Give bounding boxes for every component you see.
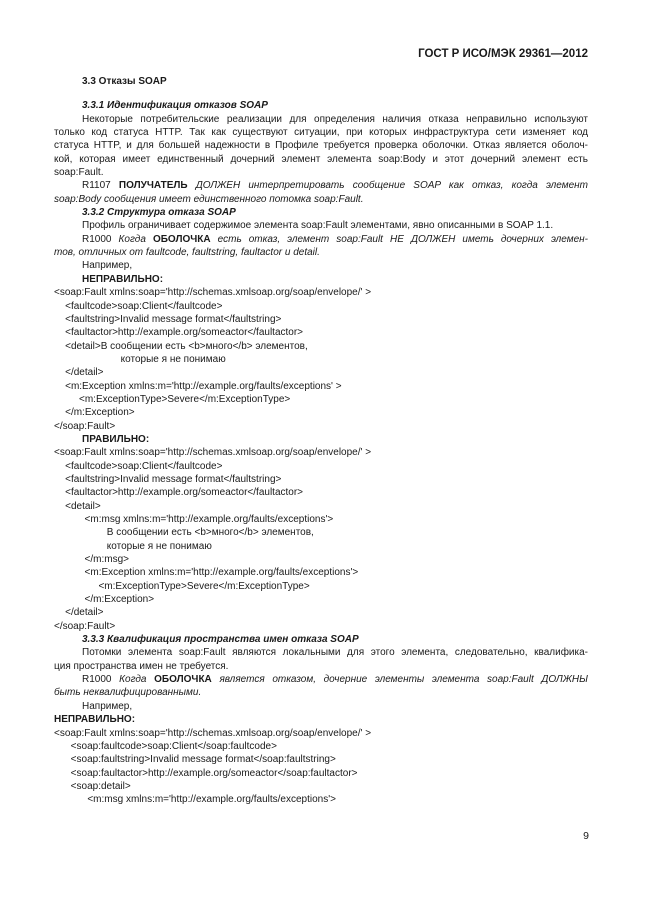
paragraph-line: Профиль ограничивает содержимое элемента soap:Fault элементами, явно описанными в SOAP 1.1.	[82, 220, 554, 232]
requirement-number: R1000	[82, 674, 120, 686]
requirement-text: является отказом, дочерние элементы элемента soap:Fault ДОЛЖНЫ	[211, 674, 588, 686]
code-line: <m:msg xmlns:m='http://example.org/faults/exceptions'>	[54, 514, 334, 525]
requirement-number: R1000	[82, 233, 119, 245]
code-line: <detail>	[54, 500, 101, 512]
code-line: <m:msg xmlns:m='http://example.org/faults/exceptions'>	[54, 794, 336, 806]
code-line: <soap:Fault xmlns:soap='http://schemas.xmlsoap.org/soap/envelope/' >	[54, 447, 372, 459]
paragraph-line: только код статуса HTTP. Так как существуют ситуации, при которых инфраструктура сети изменяет код	[54, 127, 588, 139]
code-line: <m:Exception xmlns:m='http://example.org/faults/exceptions'>	[54, 567, 359, 579]
code-line: <soap:faultstring>Invalid message format</soap:faultstring>	[54, 754, 336, 766]
paragraph-line: статуса HTTP, и для большей надежности в Профиле требуется проверка оболочки. Отказ является оболоч-	[54, 140, 588, 152]
requirement-pre: Когда	[119, 674, 155, 686]
spacer	[54, 88, 588, 99]
code-line: <faultactor>http://example.org/someactor</faultactor>	[54, 327, 304, 339]
requirement-text: ДОЛЖЕН интерпретировать сообщение SOAP как отказ, когда элемент	[187, 180, 588, 192]
code-line: </detail>	[54, 367, 104, 379]
code-line: <faultstring>Invalid message format</faultstring>	[54, 473, 282, 485]
paragraph-line: ция пространства имен не требуется.	[54, 660, 229, 672]
requirement-text: тов, отличных от faultcode, faultstring, faultactor и detail.	[54, 247, 320, 259]
example-intro: Например,	[82, 700, 133, 712]
code-line: <soap:faultcode>soap:Client</soap:faultcode>	[54, 740, 277, 752]
requirement-pre: Когда	[118, 233, 153, 245]
code-block-wrong-2	[54, 727, 588, 807]
section-3-3-title: 3.3 Отказы SOAP	[82, 76, 167, 87]
code-line: В сообщении есть <b>много</b> элементов,	[54, 527, 314, 539]
code-block-right	[54, 446, 588, 633]
wrong-label: НЕПРАВИЛЬНО:	[82, 273, 164, 285]
section-3-3-1-title: 3.3.1 Идентификация отказов SOAP	[82, 100, 268, 112]
paragraph-line: Некоторые потребительские реализации для определения наличия отказа неправильно используют	[82, 113, 588, 125]
wrong-label: НЕПРАВИЛЬНО:	[54, 714, 136, 726]
requirement-keyword: ОБОЛОЧКА	[154, 674, 212, 686]
code-line: </soap:Fault>	[54, 620, 116, 632]
code-line: <m:ExceptionType>Severe</m:ExceptionType>	[54, 393, 291, 405]
code-line: <m:ExceptionType>Severe</m:ExceptionType>	[54, 580, 310, 592]
paragraph-line: soap:Fault.	[54, 167, 104, 179]
requirement-number: R1107	[82, 180, 119, 192]
requirement-text: есть отказ, элемент soap:Fault НЕ ДОЛЖЕН иметь дочерних элемен-	[210, 233, 588, 245]
code-line: <soap:Fault xmlns:soap='http://schemas.xmlsoap.org/soap/envelope/' >	[54, 727, 372, 739]
code-line: <soap:faultactor>http://example.org/someactor</soap:faultactor>	[54, 767, 358, 779]
paragraph-line: кой, которая имеет единственный дочерний элемент элемента soap:Body и этот дочерний элемент есть	[54, 153, 588, 165]
code-line: <faultcode>soap:Client</faultcode>	[54, 300, 223, 312]
code-line: <soap:Fault xmlns:soap='http://schemas.xmlsoap.org/soap/envelope/' >	[54, 287, 372, 299]
requirement-text: быть неквалифицированными.	[54, 687, 202, 699]
code-line: <faultstring>Invalid message format</faultstring>	[54, 313, 282, 325]
requirement-r1107	[54, 179, 588, 192]
requirement-text: soap:Body сообщения имеет единственного потомка soap:Fault.	[54, 193, 364, 205]
page-number: 9	[583, 830, 589, 842]
requirement-keyword: ПОЛУЧАТЕЛЬ	[118, 180, 188, 192]
code-line: </m:msg>	[54, 554, 130, 566]
code-line: <m:Exception xmlns:m='http://example.org/faults/exceptions' >	[54, 380, 342, 392]
code-line: <faultactor>http://example.org/someactor</faultactor>	[54, 487, 304, 499]
requirement-r1000	[54, 233, 588, 246]
page-content	[54, 75, 588, 807]
section-3-3-3-title: 3.3.3 Квалификация пространства имен отказа SOAP	[82, 634, 359, 646]
code-block-wrong	[54, 286, 588, 433]
code-line: <detail>В сообщении есть <b>много</b> элементов,	[54, 340, 308, 352]
requirement-r1000-b	[54, 673, 588, 686]
section-3-3-2-title: 3.3.2 Структура отказа SOAP	[82, 207, 236, 219]
code-line: <soap:detail>	[54, 780, 131, 792]
document-header: ГОСТ Р ИСО/МЭК 29361—2012	[418, 48, 588, 60]
code-line: </soap:Fault>	[54, 420, 116, 432]
code-line: </detail>	[54, 607, 104, 619]
code-line: <faultcode>soap:Client</faultcode>	[54, 460, 223, 472]
requirement-keyword: ОБОЛОЧКА	[152, 233, 211, 245]
code-line: </m:Exception>	[54, 407, 135, 419]
code-line: которые я не понимаю	[54, 540, 212, 552]
code-line: </m:Exception>	[54, 594, 155, 606]
example-intro: Например,	[82, 260, 133, 272]
paragraph-line: Потомки элемента soap:Fault являются локальными для этого элемента, следовательно, квалифика-	[82, 647, 588, 659]
right-label: ПРАВИЛЬНО:	[82, 433, 150, 445]
code-line: которые я не понимаю	[54, 353, 226, 365]
